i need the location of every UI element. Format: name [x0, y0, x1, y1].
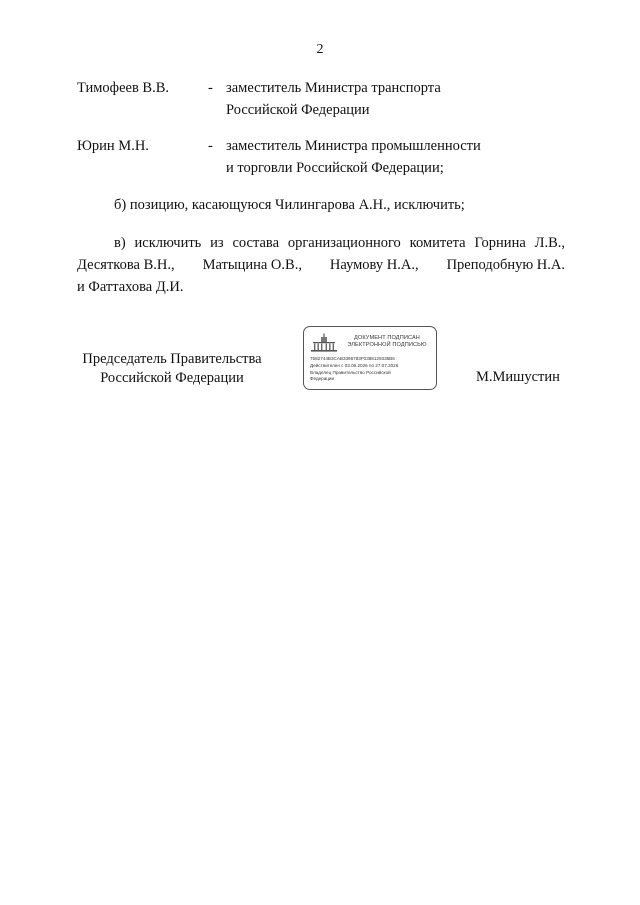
page-number: 2: [316, 42, 324, 57]
member-role-line: заместитель Министра промышленности: [226, 138, 481, 154]
member-name: Юрин М.Н.: [77, 138, 149, 154]
member-role-line: и торговли Российской Федерации;: [226, 160, 444, 176]
signatory-title: [77, 350, 267, 388]
paragraph-v-line1: в) исключить из состава организационного комитета Горнина Л.В.,: [114, 235, 565, 251]
electronic-signature-stamp: [303, 326, 437, 390]
member-dash: -: [208, 138, 213, 154]
member-role: [226, 77, 441, 121]
person-name: Преподобную Н.А.: [446, 257, 565, 273]
signatory-title-line: Председатель Правительства: [82, 351, 262, 367]
stamp-title-line: ДОКУМЕНТ ПОДПИСАН: [354, 335, 420, 341]
member-role: [226, 135, 481, 179]
stamp-title-line: ЭЛЕКТРОННОЙ ПОДПИСЬЮ: [347, 342, 427, 348]
stamp-title: [340, 335, 434, 349]
government-building-icon: [310, 333, 338, 353]
member-role-line: заместитель Министра транспорта: [226, 80, 441, 96]
signatory-name: М.Мишустин: [476, 369, 560, 385]
paragraph-v-line3: и Фаттахова Д.И.: [77, 279, 184, 295]
stamp-validity: Действителен с 03.06.2026 по 27.07.2026: [310, 363, 399, 368]
person-name: Матыцина О.В.,: [202, 257, 302, 273]
signatory-title-line: Российской Федерации: [100, 370, 244, 386]
stamp-owner: Владелец Правительство Российской: [310, 370, 391, 375]
paragraph-b: б) позицию, касающуюся Чилингарова А.Н., исключить;: [114, 197, 465, 213]
member-dash: -: [208, 80, 213, 96]
member-role-line: Российской Федерации: [226, 102, 370, 118]
member-name: Тимофеев В.В.: [77, 80, 170, 96]
stamp-serial: 7582744B3CAB3396783F0388129335B6: [310, 356, 395, 361]
paragraph-v-line2: [77, 254, 565, 276]
paragraph-v: [77, 232, 565, 298]
person-name: Наумову Н.А.,: [329, 257, 419, 273]
person-name: Десяткова В.Н.,: [77, 257, 175, 273]
stamp-owner: Федерации: [310, 376, 335, 381]
